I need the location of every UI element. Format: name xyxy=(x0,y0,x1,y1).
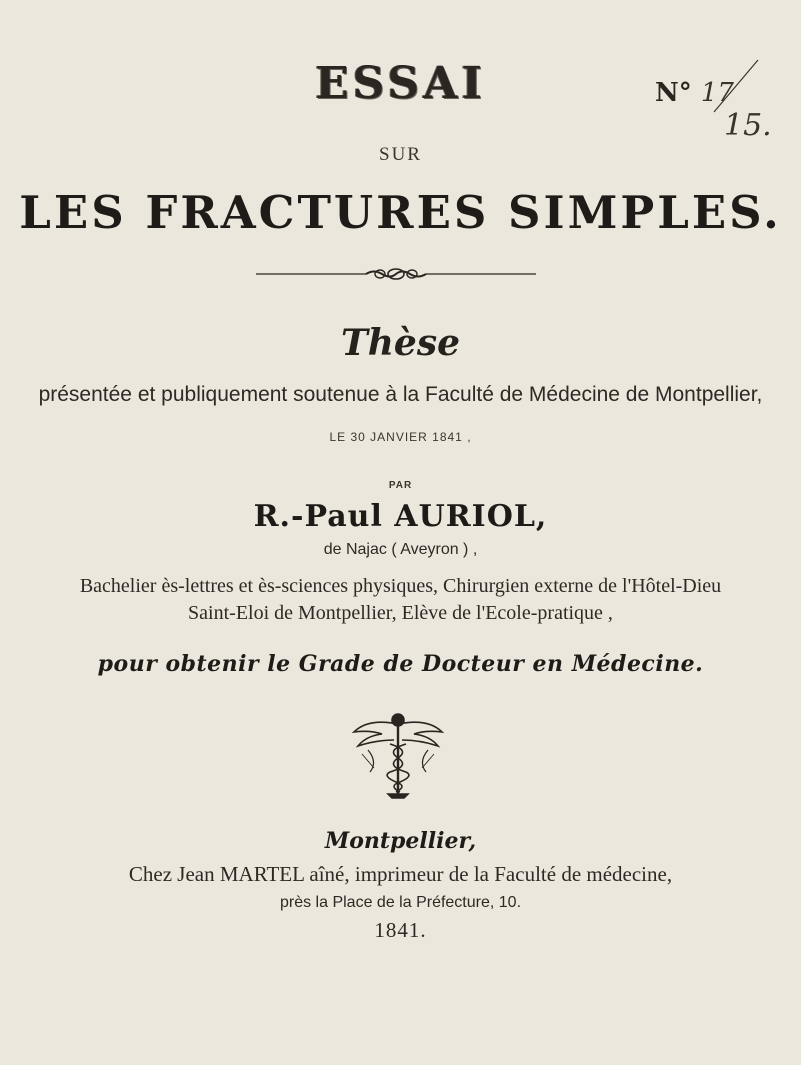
degree-purpose: pour obtenir le Grade de Docteur en Médecine. xyxy=(97,651,704,677)
imprint-printer: Chez Jean MARTEL aîné, imprimeur de la Faculté de médecine, xyxy=(128,862,673,886)
these-heading: Thèse xyxy=(340,322,461,364)
par-label: PAR xyxy=(388,480,413,491)
shelf-mark: 15. xyxy=(724,108,772,143)
sur-label: SUR xyxy=(379,144,422,165)
author-name: R.-Paul AURIOL, xyxy=(253,499,548,534)
catalog-number-prefix: N° xyxy=(655,78,692,108)
essai-heading: ESSAI xyxy=(315,58,486,109)
presented-line: présentée et publiquement soutenue à la Faculté de Médecine de Montpellier, xyxy=(38,383,763,406)
catalog-number-value: 17 xyxy=(700,78,734,108)
imprint-city: Montpellier, xyxy=(324,828,477,854)
imprint-address: près la Place de la Préfecture, 10. xyxy=(279,894,522,911)
author-origin: de Najac ( Aveyron ) , xyxy=(323,541,478,558)
ornament-divider-icon xyxy=(256,263,536,285)
imprint-year: 1841. xyxy=(374,918,427,942)
caduceus-emblem-icon xyxy=(348,710,448,800)
credentials-line-1: Bachelier ès-lettres et ès-sciences physiques, Chirurgien externe de l'Hôtel-Dieu xyxy=(79,575,722,597)
page-title: LES FRACTURES SIMPLES. xyxy=(19,186,782,239)
credentials-line-2: Saint-Eloi de Montpellier, Elève de l'Ecole-pratique , xyxy=(188,602,613,624)
defense-date: LE 30 JANVIER 1841 , xyxy=(329,430,472,444)
